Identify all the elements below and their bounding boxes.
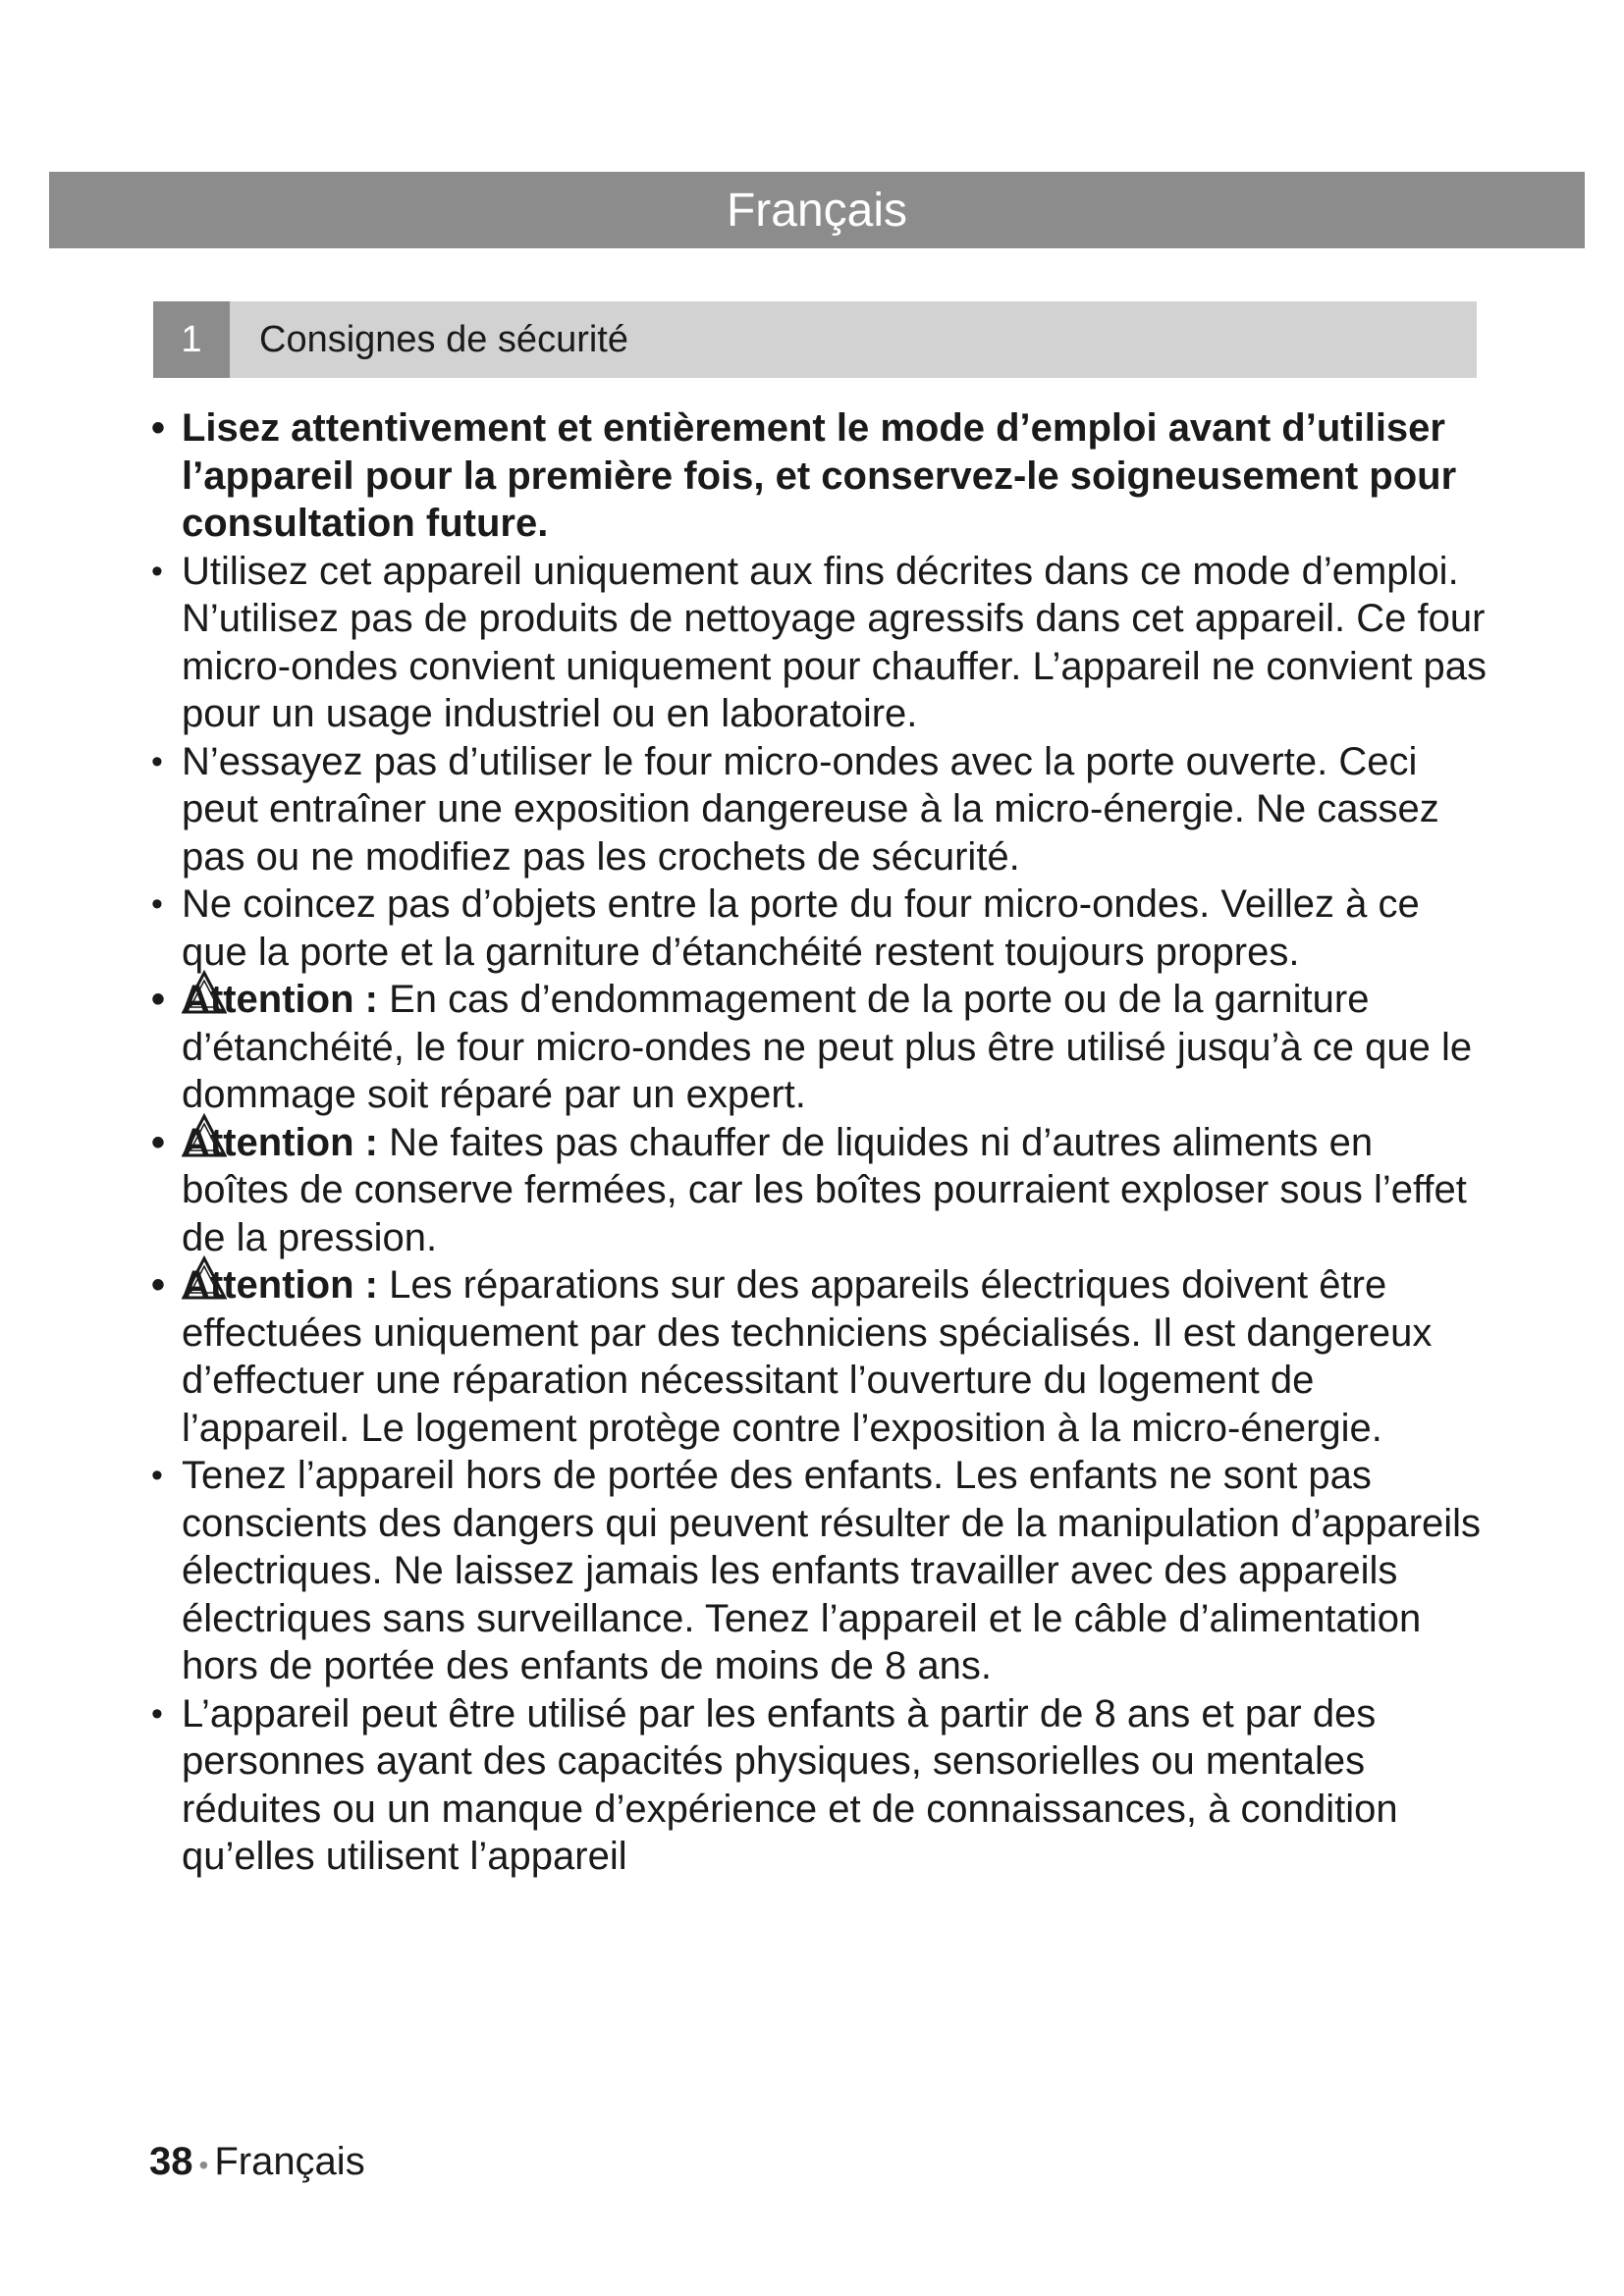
- attention-label-wrap: [182, 1261, 378, 1309]
- page-footer: [149, 2140, 365, 2184]
- list-item-text: Tenez l’appareil hors de portée des enfants. Les enfants ne sont pas conscients des dangers qui peuvent résulter de la manipulation d’appareils électriques. Ne laissez jamais les enfants travailler avec des appareils électriques sans surveillance. Tenez l’appareil et le câble d’alimentation hors de portée des enfants de moins de 8 ans.: [182, 1454, 1482, 1687]
- page-number: 38: [149, 2140, 193, 2183]
- list-item-intro: [151, 404, 1490, 548]
- list-item: [151, 1690, 1490, 1881]
- list-item-warning: [151, 976, 1490, 1119]
- list-item-text: Ne coincez pas d’objets entre la porte du four micro-ondes. Veillez à ce que la porte et la garniture d’étanchéité restent toujours propres.: [182, 882, 1420, 974]
- list-item-text: Ne faites pas chauffer de liquides ni d’autres aliments en boîtes de conserve fermées, car les boîtes pourraient exploser sous l’effet de la pression.: [182, 1120, 1467, 1259]
- section-header: [153, 301, 1477, 378]
- bullet: •: [151, 552, 163, 590]
- list-item: [151, 548, 1490, 738]
- footer-separator: •: [198, 2150, 209, 2180]
- safety-instructions-list: [151, 404, 1490, 1881]
- warning-triangle-icon: [182, 1113, 227, 1158]
- bullet: •: [151, 742, 163, 780]
- bullet: •: [151, 885, 163, 923]
- attention-label: Attention :: [182, 1263, 378, 1307]
- bullet: •: [151, 978, 166, 1021]
- section-number: 1: [153, 301, 230, 378]
- bullet: •: [151, 406, 166, 450]
- attention-label-wrap: [182, 976, 378, 1024]
- list-item-warning: [151, 1261, 1490, 1452]
- attention-label-wrap: [182, 1119, 378, 1167]
- bullet: •: [151, 1263, 166, 1307]
- bullet: •: [151, 1457, 163, 1494]
- footer-language: Français: [214, 2140, 365, 2183]
- list-item-text: En cas d’endommagement de la porte ou de la garniture d’étanchéité, le four micro-ondes ne peut plus être utilisé jusqu’à ce que le dommage soit réparé par un expert.: [182, 978, 1473, 1116]
- bullet: •: [151, 1120, 166, 1164]
- list-item-text: L’appareil peut être utilisé par les enfants à partir de 8 ans et par des personnes ayant des capacités physiques, sensorielles ou mentales réduites ou un manque d’expérience et de connaissances, à condition qu’elles utilisent l’appareil: [182, 1691, 1398, 1878]
- section-title: Consignes de sécurité: [259, 318, 628, 360]
- list-item-text: N’essayez pas d’utiliser le four micro-ondes avec la porte ouverte. Ceci peut entraîner une exposition dangereuse à la micro-énergie. Ne cassez pas ou ne modifiez pas les crochets de sécurité.: [182, 739, 1439, 879]
- list-item-text: Utilisez cet appareil uniquement aux fins décrites dans ce mode d’emploi. N’utilisez pas de produits de nettoyage agressifs dans cet appareil. Ce four micro-ondes convient uniquement pour chauffer. L’appareil ne convient pas pour un usage industriel ou en laboratoire.: [182, 549, 1488, 735]
- list-item: [151, 738, 1490, 881]
- language-banner: [49, 172, 1585, 248]
- list-item: [151, 881, 1490, 976]
- warning-triangle-icon: [182, 1255, 227, 1301]
- attention-label: Attention :: [182, 978, 378, 1021]
- list-item-text: Lisez attentivement et entièrement le mode d’emploi avant d’utiliser l’appareil pour la première fois, et conservez-le soigneusement pour consultation future.: [182, 406, 1457, 545]
- list-item-warning: [151, 1119, 1490, 1262]
- list-item: [151, 1452, 1490, 1690]
- bullet: •: [151, 1694, 163, 1733]
- language-banner-title: Français: [726, 184, 908, 237]
- list-item-text: Les réparations sur des appareils électriques doivent être effectuées uniquement par des techniciens spécialisés. Il est dangereux d’effectuer une réparation nécessitant l’ouverture du logement de l’appareil. Le logement protège contre l’exposition à la micro-énergie.: [182, 1263, 1433, 1450]
- attention-label: Attention :: [182, 1120, 378, 1164]
- warning-triangle-icon: [182, 970, 227, 1015]
